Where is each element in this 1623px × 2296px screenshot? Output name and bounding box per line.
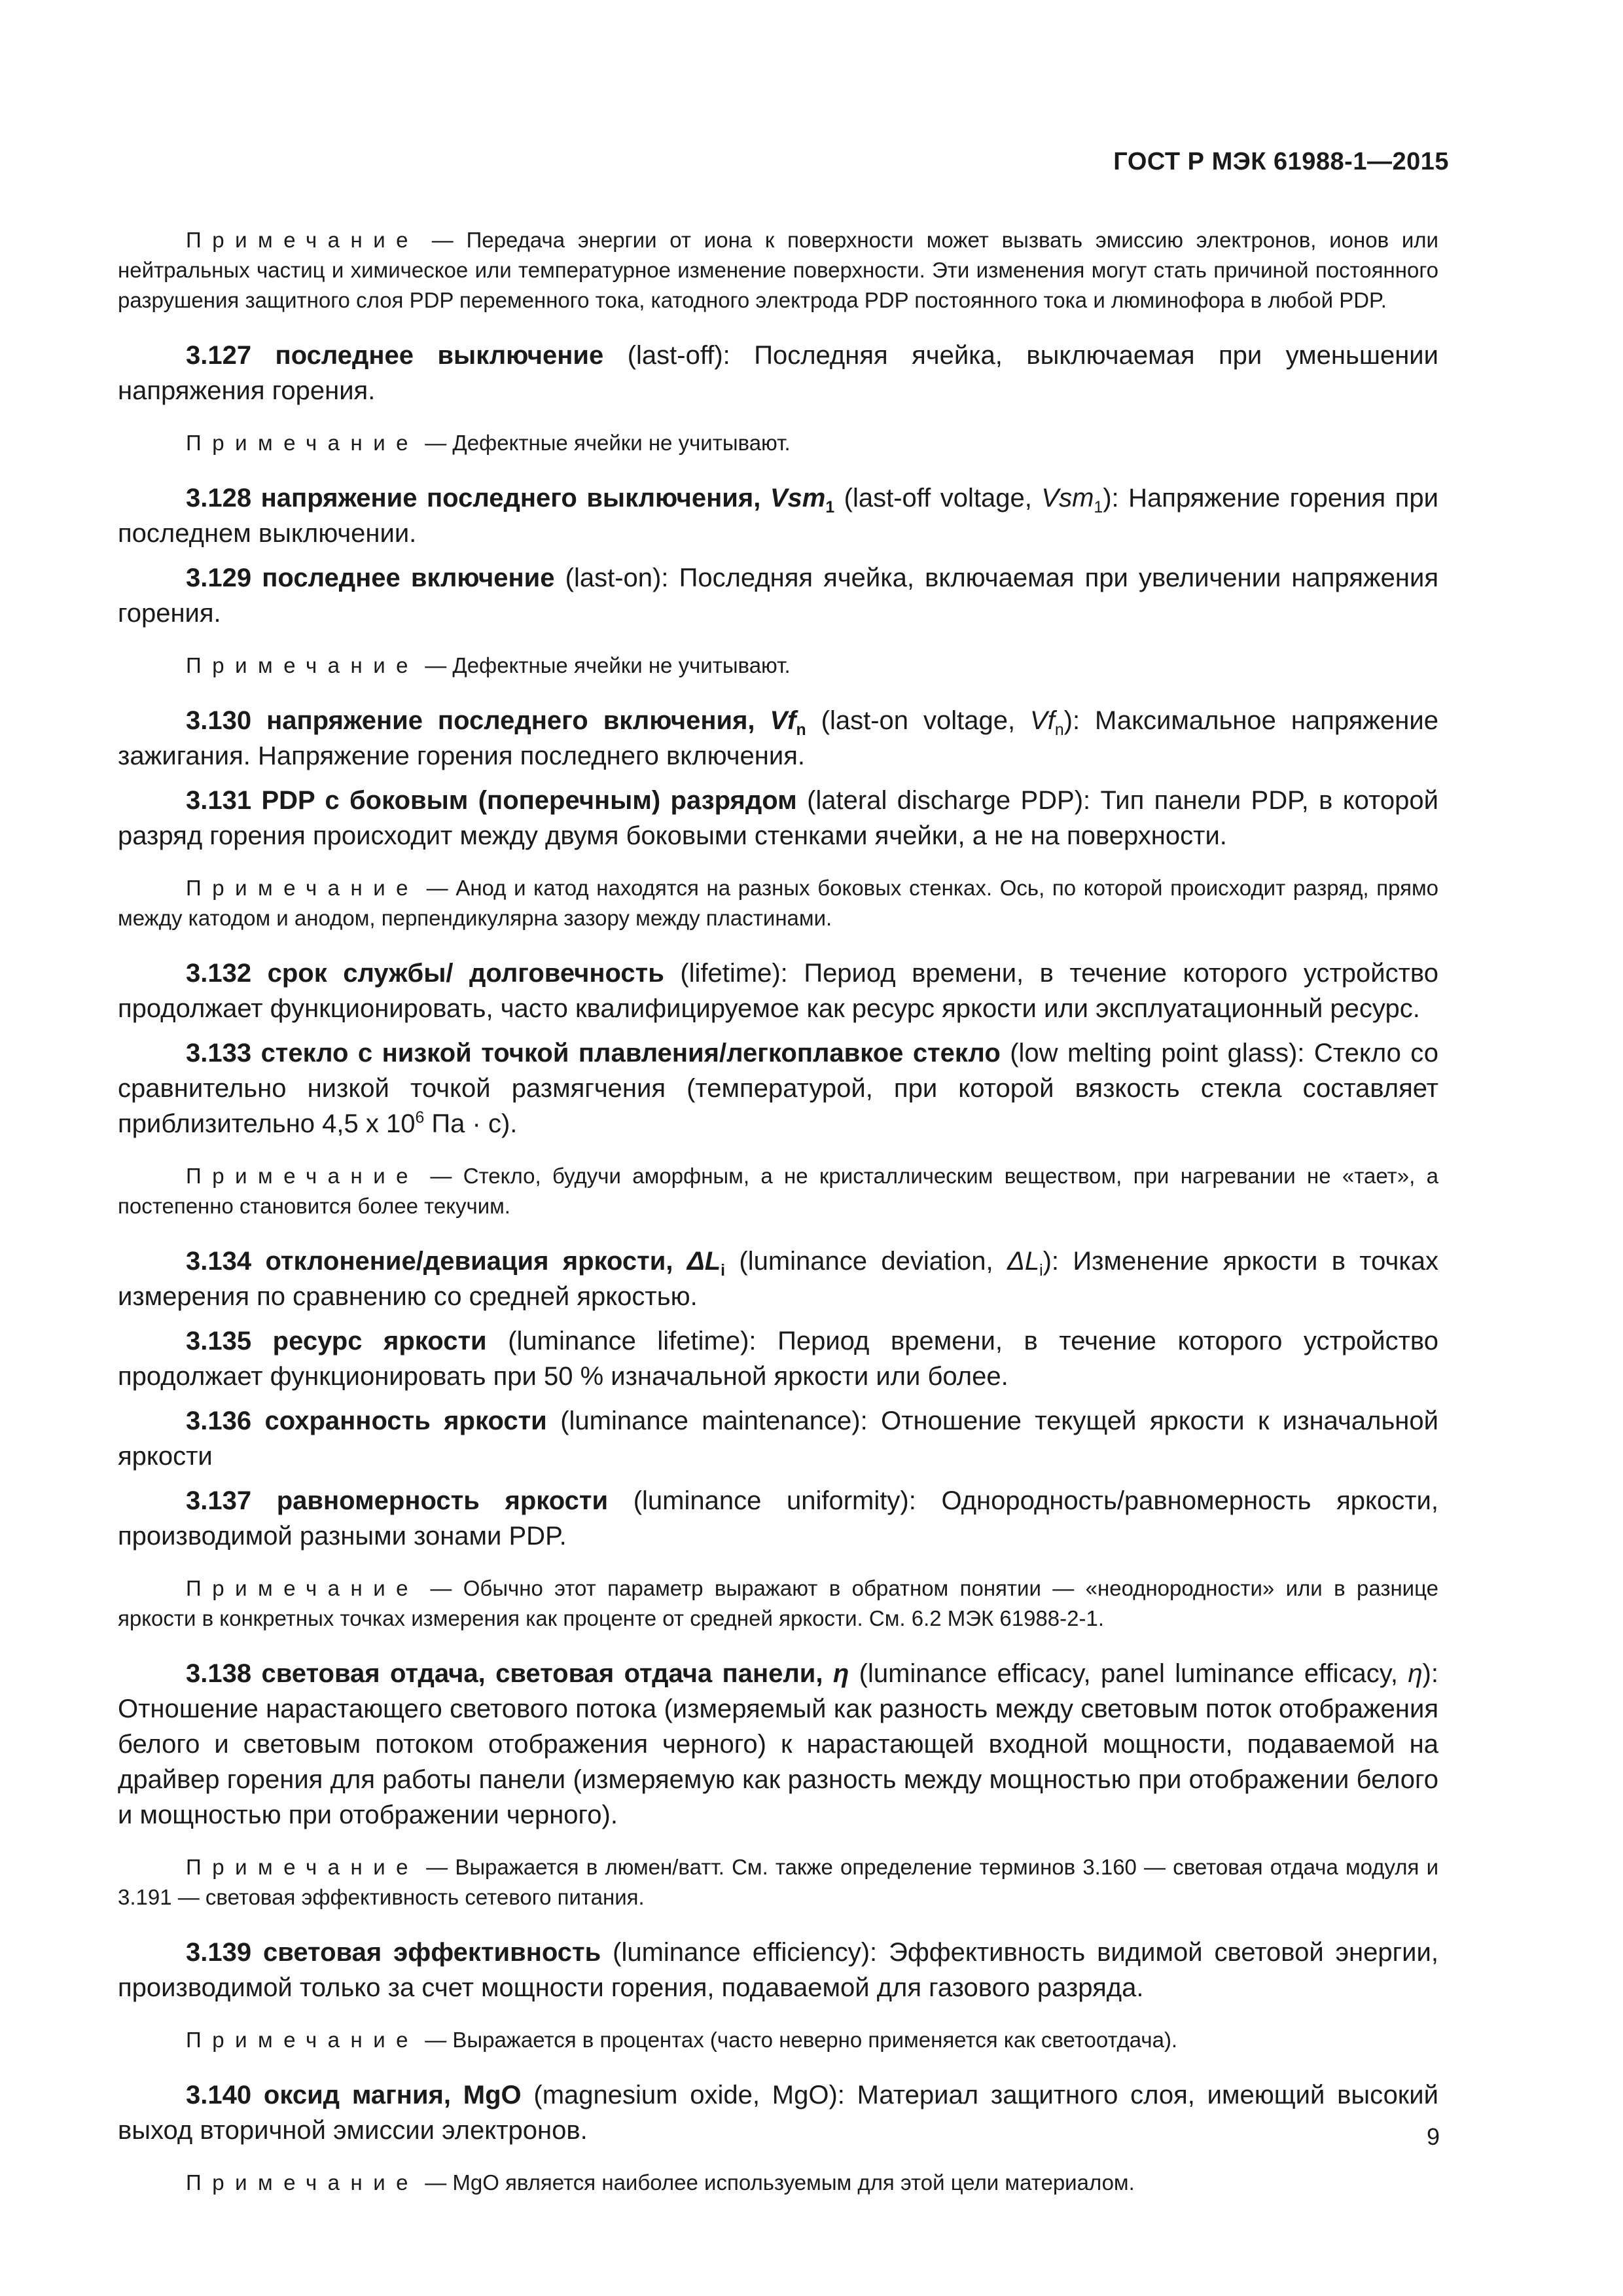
note-text: — MgO является наиболее используемым для этой цели материалом.: [425, 2170, 1135, 2195]
term-english-close: ):: [1422, 1659, 1438, 1688]
note-paragraph: [118, 1573, 1438, 1634]
term-english: (lifetime):: [680, 959, 788, 988]
note-text: — Дефектные ячейки не учитывают.: [425, 431, 791, 455]
term-3-138: [118, 1656, 1438, 1833]
term-symbol-sub: 1: [825, 499, 835, 516]
term-3-133: [118, 1035, 1438, 1141]
note-paragraph: [118, 1852, 1438, 1912]
note-paragraph: [118, 1161, 1438, 1221]
term-number: 3.135: [186, 1327, 252, 1355]
standard-code-header: ГОСТ Р МЭК 61988-1—2015: [1113, 148, 1449, 175]
note-paragraph: [118, 225, 1438, 315]
term-english: (last-off):: [627, 341, 730, 370]
term-title: световая отдача, световая отдача панели,: [261, 1659, 823, 1688]
term-title: последнее включение: [262, 564, 555, 592]
term-title: сохранность яркости: [264, 1407, 547, 1435]
term-english: (last-on voltage,: [821, 706, 1016, 735]
term-symbol-sub: n: [796, 721, 806, 739]
note-text: — Стекло, будучи аморфным, а не кристаллическим веществом, при нагревании не «тает», а постепенно становится более текучим.: [118, 1164, 1438, 1218]
term-title: PDP с боковым (поперечным) разрядом: [261, 786, 797, 815]
term-english: (luminance efficiency):: [613, 1938, 878, 1967]
note-paragraph: [118, 428, 1438, 458]
note-label: Примечание: [186, 2170, 419, 2195]
term-symbol-en-sub: i: [1039, 1262, 1043, 1280]
note-label: Примечание: [186, 2028, 419, 2052]
term-number: 3.138: [186, 1659, 252, 1688]
term-title: отклонение/девиация яркости,: [265, 1247, 673, 1276]
term-symbol-en: Vf: [1030, 706, 1055, 735]
term-symbol: Vsm: [770, 484, 826, 512]
term-number: 3.134: [186, 1247, 252, 1276]
term-number: 3.132: [186, 959, 252, 988]
note-label: Примечание: [186, 228, 419, 252]
term-3-140: [118, 2077, 1438, 2148]
note-label: Примечание: [186, 1855, 419, 1879]
note-paragraph: [118, 2168, 1438, 2198]
note-text: — Выражается в процентах (часто неверно применяется как светоотдача).: [425, 2028, 1178, 2052]
term-symbol-en-sub: n: [1054, 721, 1064, 739]
term-number: 3.129: [186, 564, 252, 592]
term-number: 3.133: [186, 1039, 252, 1067]
term-definition: Напряжение горения при последнем выключении.: [118, 484, 1438, 548]
page-number: 9: [1426, 2123, 1440, 2150]
term-title: срок службы/ долговечность: [267, 959, 664, 988]
term-number: 3.136: [186, 1407, 252, 1435]
term-symbol: ΔL: [687, 1247, 721, 1276]
term-english: (last-on):: [565, 564, 669, 592]
term-symbol-en: ΔL: [1007, 1247, 1040, 1276]
term-english-close: ):: [1063, 706, 1080, 735]
note-text: — Выражается в люмен/ватт. См. также определение терминов 3.160 — световая отдача модуля и 3.191 — световая эффективность сетевого питания.: [118, 1855, 1438, 1909]
term-3-127: [118, 338, 1438, 408]
term-definition: Отношение текущей яркости к изначальной яркости: [118, 1407, 1438, 1471]
term-3-134: [118, 1244, 1438, 1314]
term-definition: Тип панели PDP, в которой разряд горения происходит между двумя боковыми стенками ячейки, а не на поверхности.: [118, 786, 1438, 850]
term-number: 3.130: [186, 706, 252, 735]
note-paragraph: [118, 873, 1438, 933]
term-title: стекло с низкой точкой плавления/легкоплавкое стекло: [260, 1039, 1001, 1067]
term-english: (luminance uniformity):: [633, 1486, 916, 1515]
term-definition: Последняя ячейка, включаемая при увеличении напряжения горения.: [118, 564, 1438, 628]
term-3-135: [118, 1323, 1438, 1394]
term-definition: Период времени, в течение которого устройство продолжает функционировать, часто квалифицируемое как ресурс яркости или эксплуатационный ресурс.: [118, 959, 1438, 1023]
term-title: напряжение последнего включения,: [266, 706, 755, 735]
note-label: Примечание: [186, 1576, 419, 1600]
term-3-137: [118, 1483, 1438, 1554]
term-english: (luminance efficacy, panel luminance efficacy,: [859, 1659, 1398, 1688]
term-symbol-en-sub: 1: [1094, 499, 1103, 516]
term-symbol-en: Vsm: [1041, 484, 1094, 512]
term-english: (luminance maintenance):: [560, 1407, 868, 1435]
term-number: 3.137: [186, 1486, 252, 1515]
term-english: (lateral discharge PDP):: [807, 786, 1091, 815]
note-text: — Передача энергии от иона к поверхности может вызвать эмиссию электронов, ионов или нейтральных частиц и химическое или температурное изменение поверхности. Эти изменения могут стать причиной постоянного разрушения защитного слоя PDP переменного тока, катодного электрода PDP постоянного тока и люминофора в любой PDP.: [118, 228, 1438, 312]
term-3-128: [118, 480, 1438, 551]
term-definition: Последняя ячейка, выключаемая при уменьшении напряжения горения.: [118, 341, 1438, 405]
note-label: Примечание: [186, 431, 419, 455]
term-symbol: Vf: [770, 706, 796, 735]
term-title: оксид магния, MgO: [263, 2081, 522, 2109]
term-symbol: η: [832, 1659, 849, 1688]
note-text: — Анод и катод находятся на разных боковых стенках. Ось, по которой происходит разряд, прямо между катодом и анодом, перпендикулярна зазору между пластинами.: [118, 876, 1438, 930]
term-english: (magnesium oxide, MgO):: [533, 2081, 845, 2109]
term-english: (luminance lifetime):: [508, 1327, 757, 1355]
term-definition: Изменение яркости в точках измерения по сравнению со средней яркостью.: [118, 1247, 1438, 1311]
term-3-130: [118, 703, 1438, 774]
term-definition: Эффективность видимой световой энергии, производимой только за счет мощности горения, подаваемой для газового разряда.: [118, 1938, 1438, 2002]
exponent: 6: [415, 1109, 425, 1127]
note-label: Примечание: [186, 653, 419, 677]
note-paragraph: [118, 2025, 1438, 2055]
term-title: последнее выключение: [275, 341, 604, 370]
term-3-132: [118, 956, 1438, 1026]
term-title: равномерность яркости: [276, 1486, 609, 1515]
term-symbol-sub: i: [721, 1262, 726, 1280]
term-definition: Отношение нарастающего светового потока (измеряемый как разность между световым поток отображения белого и световым потоком отображения черного) к нарастающей входной мощности, подаваемой на драйвер горения для работы панели (измеряемую как разность между мощностью при отображении белого и мощностью при отображении черного).: [118, 1695, 1438, 1829]
term-english: (last-off voltage,: [844, 484, 1032, 512]
term-number: 3.139: [186, 1938, 252, 1967]
term-3-139: [118, 1935, 1438, 2005]
term-3-129: [118, 560, 1438, 631]
page-content: [118, 225, 1438, 2220]
term-english-close: ):: [1103, 484, 1119, 512]
term-title: ресурс яркости: [272, 1327, 487, 1355]
term-english: (low melting point glass):: [1010, 1039, 1305, 1067]
term-3-136: [118, 1403, 1438, 1474]
term-title: световая эффективность: [263, 1938, 601, 1967]
note-text: — Обычно этот параметр выражают в обратном понятии — «неоднородности» или в разнице яркости в конкретных точках измерения как проценте от средней яркости. См. 6.2 МЭК 61988-2-1.: [118, 1576, 1438, 1630]
term-3-131: [118, 783, 1438, 853]
term-symbol-en: η: [1408, 1659, 1423, 1688]
term-definition: Период времени, в течение которого устройство продолжает функционировать при 50 % изначальной яркости или более.: [118, 1327, 1438, 1391]
term-number: 3.140: [186, 2081, 252, 2109]
note-paragraph: [118, 651, 1438, 681]
term-definition-end: Па · с).: [431, 1109, 518, 1138]
term-definition: Максимальное напряжение зажигания. Напряжение горения последнего включения.: [118, 706, 1438, 770]
term-english-close: ):: [1043, 1247, 1060, 1276]
note-label: Примечание: [186, 1164, 419, 1188]
term-english: (luminance deviation,: [739, 1247, 993, 1276]
term-definition: Стекло со сравнительно низкой точкой размягчения (температурой, при которой вязкость стекла составляет приблизительно 4,5 х 10: [118, 1039, 1438, 1138]
term-definition: Материал защитного слоя, имеющий высокий выход вторичной эмиссии электронов.: [118, 2081, 1438, 2145]
term-number: 3.128: [186, 484, 252, 512]
note-label: Примечание: [186, 876, 419, 900]
term-title: напряжение последнего выключения,: [260, 484, 761, 512]
note-text: — Дефектные ячейки не учитывают.: [425, 653, 791, 677]
term-definition: Однородность/равномерность яркости, производимой разными зонами PDP.: [118, 1486, 1438, 1551]
term-number: 3.131: [186, 786, 252, 815]
term-number: 3.127: [186, 341, 252, 370]
